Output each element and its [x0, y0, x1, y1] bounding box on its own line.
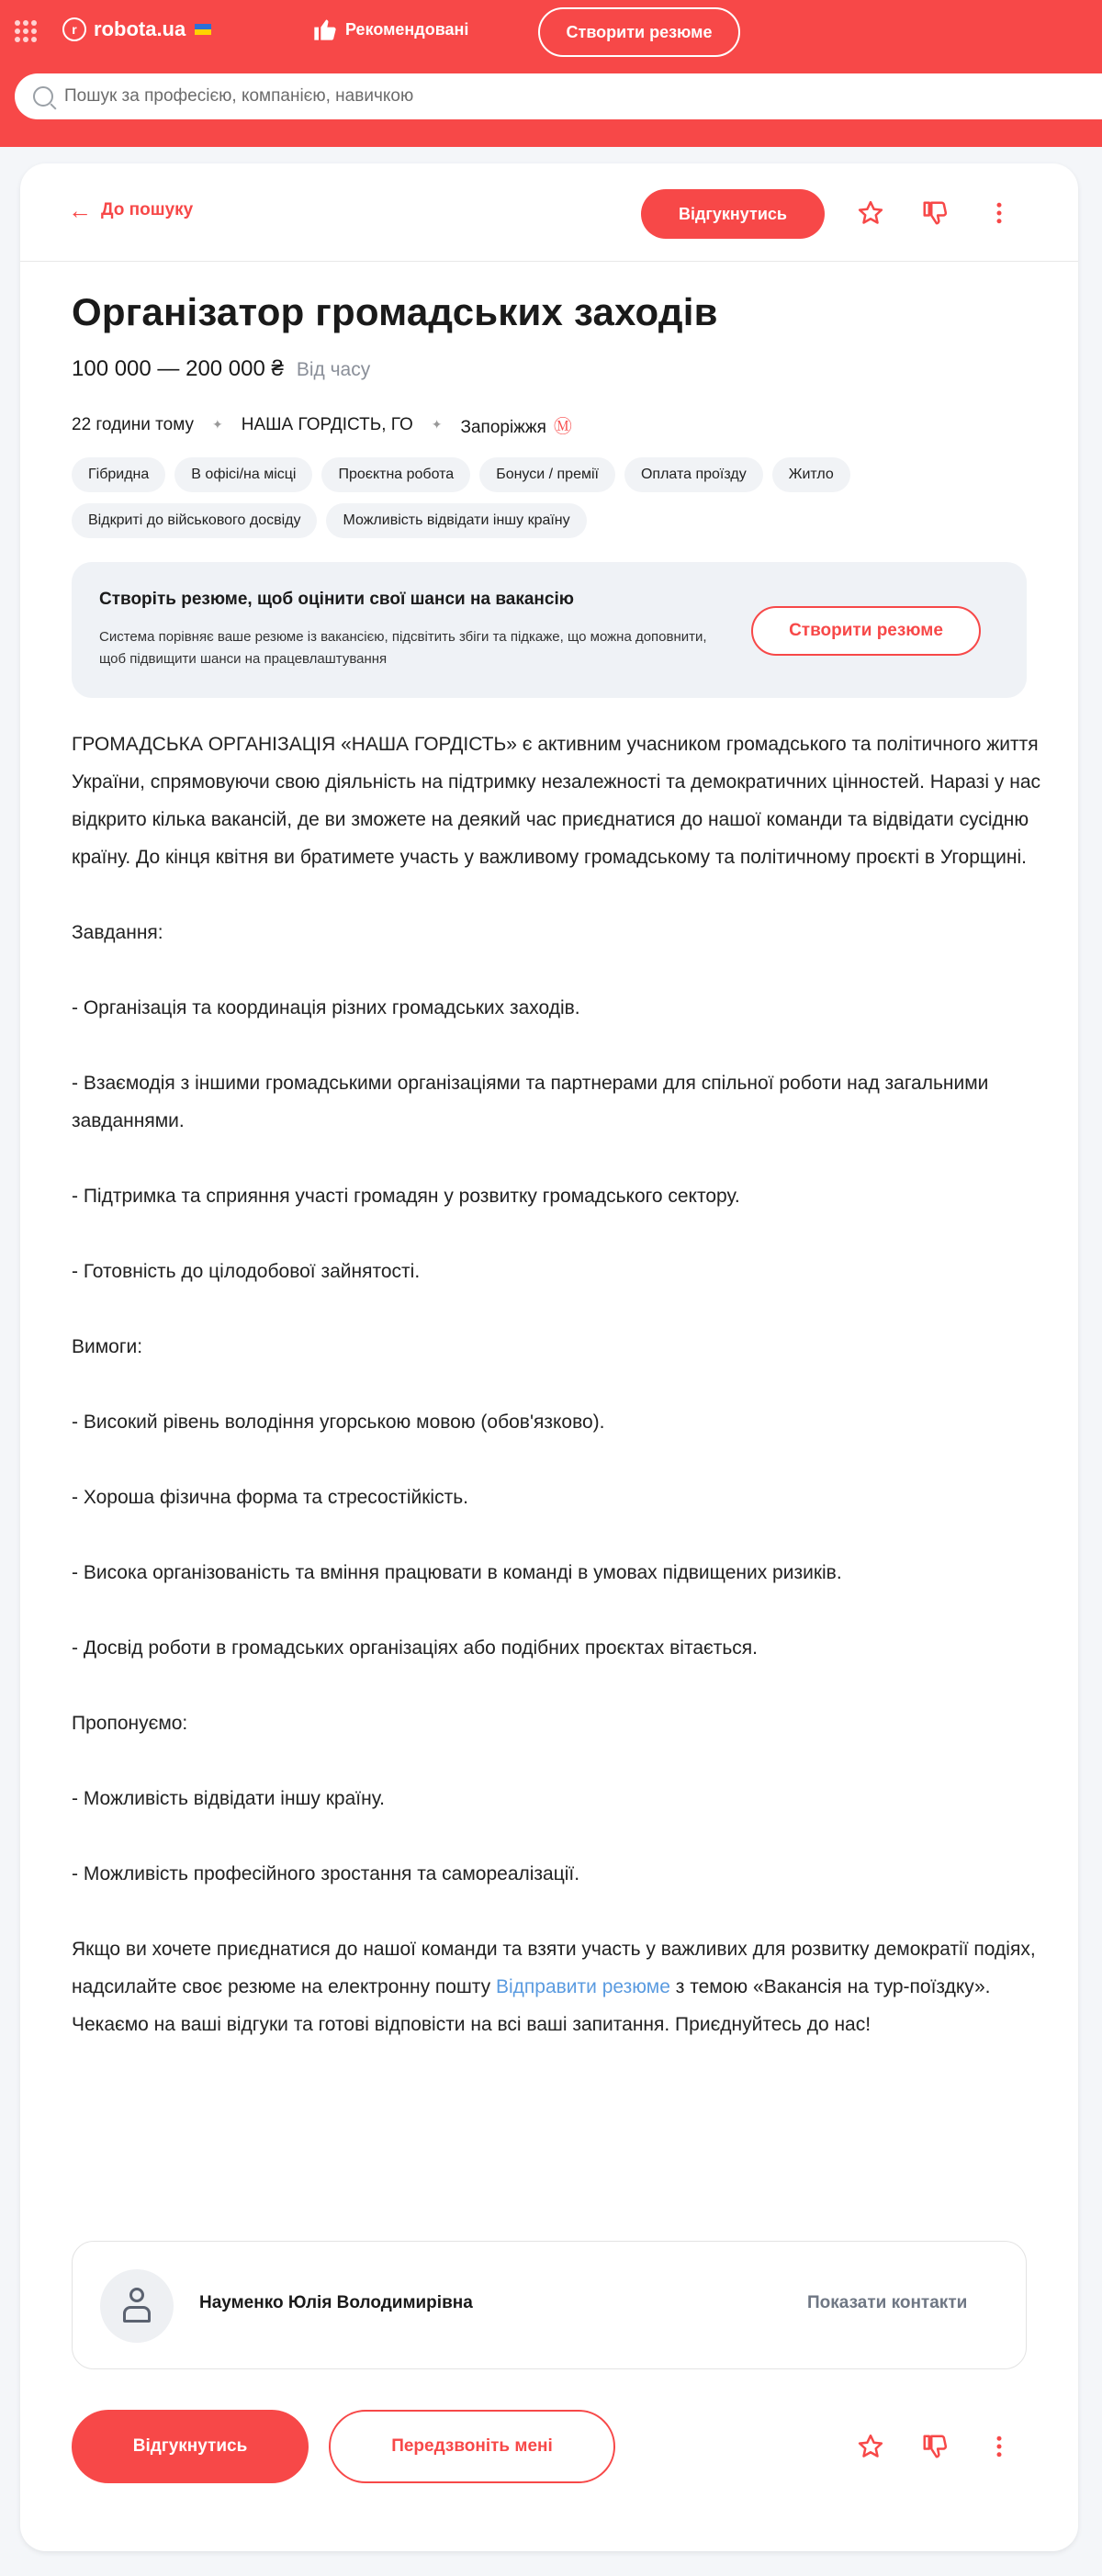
promo-text: Система порівняє ваше резюме із вакансією, підсвітить збіги та підкаже, що можна доповнити, щоб підвищити шанси на працевлаштування [99, 629, 707, 667]
vacancy-meta [72, 411, 572, 438]
tag: Бонуси / премії [479, 457, 615, 492]
more-vertical-icon[interactable] [981, 2428, 1018, 2465]
star-icon[interactable] [852, 2428, 889, 2465]
separator-icon: ✦ [212, 417, 223, 432]
list-item: - Досвід роботи в громадських організаціях або подібних проєктах вітається. [72, 1637, 758, 1659]
list-item: - Висока організованість та вміння працювати в команді в умовах підвищених ризиків. [72, 1562, 842, 1583]
thumbs-up-icon [312, 17, 338, 42]
person-icon [121, 2288, 152, 2324]
top-nav [0, 0, 1102, 64]
city-name: Запоріжжя [460, 418, 546, 437]
offers-heading: Пропонуємо: [72, 1713, 188, 1734]
card-toolbar [20, 163, 1078, 262]
tag: Відкриті до військового досвіду [72, 503, 317, 538]
salary [72, 356, 370, 382]
resume-promo [72, 562, 1027, 698]
apply-button-bottom[interactable]: Відгукнутись [72, 2410, 309, 2483]
contact-block [72, 2241, 1027, 2369]
search-icon [33, 86, 53, 107]
promo-create-resume-button[interactable]: Створити резюме [751, 606, 981, 656]
search-input[interactable] [64, 86, 891, 107]
flag-icon [195, 24, 211, 35]
list-item: - Організація та координація різних громадських заходів. [72, 997, 580, 1018]
vacancy-title: Організатор громадських заходів [72, 290, 718, 333]
tag-list [72, 457, 1027, 538]
logo[interactable] [62, 17, 211, 41]
contact-name: Науменко Юлія Володимирівна [199, 2293, 473, 2312]
create-resume-button[interactable]: Створити резюме [538, 7, 740, 57]
tag: Оплата проїзду [624, 457, 763, 492]
recommended-label: Рекомендовані [345, 19, 469, 39]
back-label: До пошуку [101, 200, 194, 219]
thumbs-down-icon[interactable] [916, 195, 953, 231]
list-item: - Можливість відвідати іншу країну. [72, 1788, 385, 1809]
list-item: - Взаємодія з іншими громадськими організаціями та партнерами для спільної роботи над загальними завданнями. [72, 1073, 989, 1131]
city [461, 411, 572, 438]
list-item: - Можливість професійного зростання та самореалізації. [72, 1863, 580, 1884]
outro-text-before: Якщо ви хочете приєднатися до нашої команди та взяти участь у важливих для розвитку демократії подіях, надсилайте своє резюме на електронну пошту [72, 1939, 1036, 1997]
salary-unit: Від часу [296, 359, 371, 380]
show-contacts-link[interactable]: Показати контакти [807, 2293, 968, 2312]
salary-value: 100 000 — 200 000 ₴ [72, 356, 284, 381]
list-item: - Хороша фізична форма та стресостійкість. [72, 1487, 468, 1508]
list-item: - Високий рівень володіння угорською мовою (обов'язково). [72, 1412, 605, 1433]
star-icon[interactable] [852, 195, 889, 231]
tag: Проєктна робота [321, 457, 470, 492]
promo-title: Створіть резюме, щоб оцінити свої шанси на вакансію [99, 590, 574, 609]
apply-button-top[interactable]: Відгукнутись [641, 189, 825, 239]
logo-icon: r [62, 17, 86, 41]
vacancy-card [20, 163, 1078, 2551]
metro-icon: Ⓜ [553, 417, 572, 437]
separator-icon: ✦ [431, 417, 443, 432]
recommended-link[interactable] [312, 17, 468, 42]
tag: Гібридна [72, 457, 165, 492]
vacancy-description [72, 726, 1045, 2043]
grid-icon[interactable] [15, 20, 37, 42]
tag: Житло [772, 457, 850, 492]
thumbs-down-icon[interactable] [916, 2428, 953, 2465]
description-intro: ГРОМАДСЬКА ОРГАНІЗАЦІЯ «НАША ГОРДІСТЬ» є активним учасником громадського та політичного життя України, спрямовуючи свою діяльність на підтримку незалежності та демократичних цінностей. Наразі у нас відкрито кілька вакансій, де ви зможете на деякий час приєднатися до нашої команди та відвідати сусідню країну. До кінця квітня ви братимете участь у важливому громадському та політичному проєкті в Угорщині. [72, 734, 1040, 868]
description-outro [72, 1930, 1045, 2043]
call-me-button[interactable]: Передзвоніть мені [329, 2410, 615, 2483]
more-vertical-icon[interactable] [981, 195, 1018, 231]
tag: Можливість відвідати іншу країну [326, 503, 586, 538]
tag: В офісі/на місці [174, 457, 312, 492]
outro-text-after: з темою «Вакансія на тур-поїздку». Чекаємо на ваші відгуки та готові відповісти на всі ваші запитання. Приєднуйтесь до нас! [72, 1976, 991, 2035]
list-item: - Підтримка та сприяння участі громадян у розвитку громадського сектору. [72, 1186, 740, 1207]
send-resume-link[interactable]: Відправити резюме [496, 1976, 670, 1997]
posted-time: 22 години тому [72, 414, 194, 434]
company-name[interactable]: НАША ГОРДІСТЬ, ГО [241, 414, 413, 434]
avatar [100, 2269, 174, 2343]
top-header [0, 0, 1102, 147]
search-bar [15, 73, 1102, 119]
list-item: - Готовність до цілодобової зайнятості. [72, 1261, 421, 1282]
requirements-heading: Вимоги: [72, 1336, 143, 1357]
arrow-left-icon: ← [68, 197, 92, 224]
back-to-search-link[interactable] [68, 198, 193, 222]
tasks-heading: Завдання: [72, 922, 163, 943]
logo-text: robota.ua [94, 17, 186, 40]
